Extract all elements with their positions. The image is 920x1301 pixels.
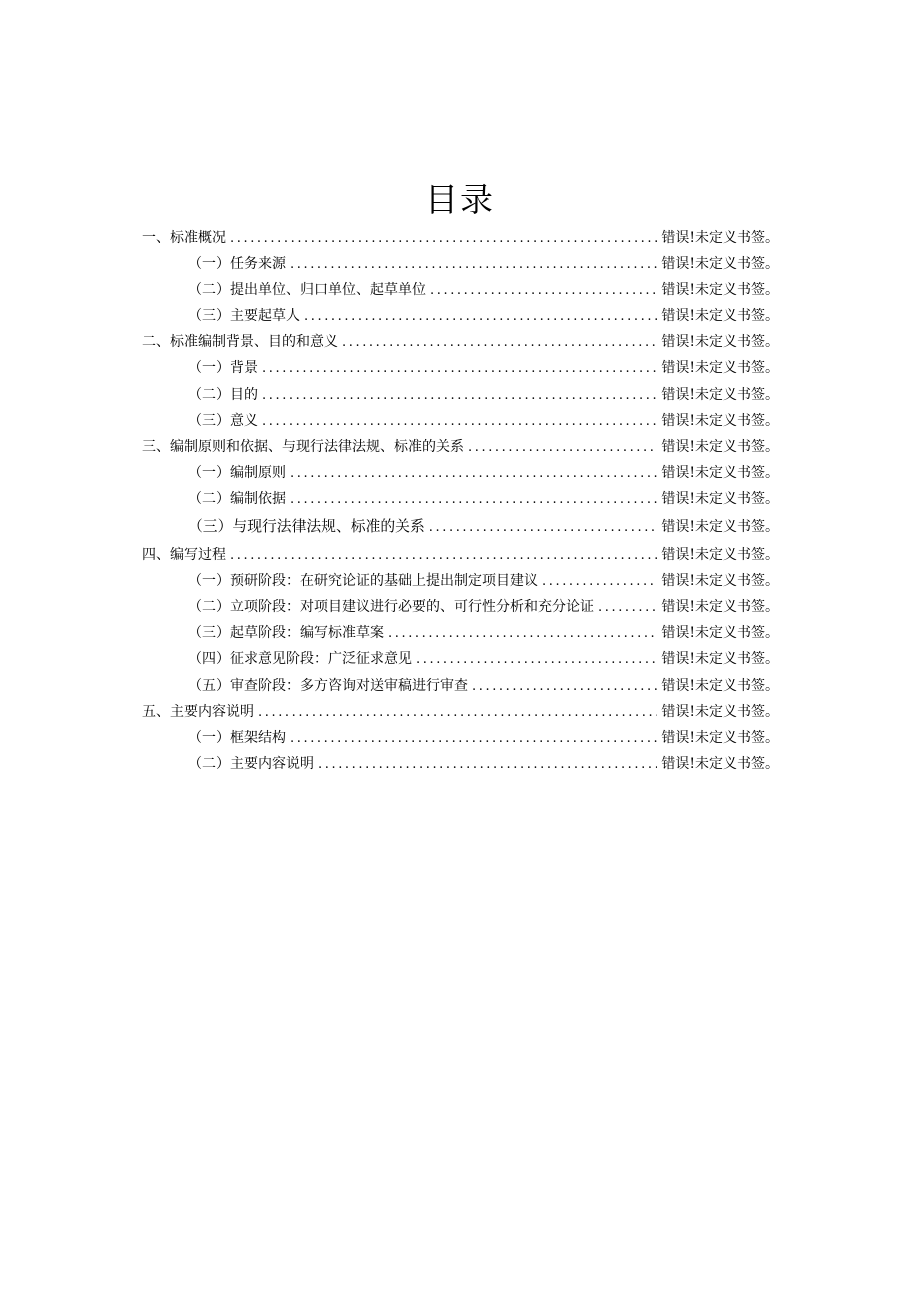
toc-entry-text: （二）目的 [188, 386, 258, 403]
toc-entry-text: 三、编制原则和依据、与现行法律法规、标准的关系 [142, 438, 464, 455]
toc-entry-text: （二）立项阶段：对项目建议进行必要的、可行性分析和充分论证 [188, 599, 594, 616]
toc-entry-page: 错误!未定义书签。 [661, 625, 779, 642]
toc-entry-page: 错误!未定义书签。 [661, 573, 779, 590]
toc-entry-page: 错误!未定义书签。 [661, 755, 779, 772]
toc-title: 目录 [425, 180, 495, 219]
toc-entry-5-2[interactable] [142, 751, 779, 777]
toc-entry-page: 错误!未定义书签。 [661, 438, 779, 455]
toc-dot-leader [290, 487, 657, 512]
toc-entry-page: 错误!未定义书签。 [661, 547, 779, 564]
toc-entry-1-1[interactable] [142, 251, 779, 277]
toc-entry-2-3[interactable] [142, 408, 779, 434]
toc-entry-page: 错误!未定义书签。 [661, 308, 779, 325]
toc-entry-4[interactable] [142, 542, 779, 568]
toc-dot-leader [290, 726, 657, 751]
toc-dot-leader [430, 278, 657, 303]
toc-dot-leader [542, 569, 657, 594]
toc-dot-leader [468, 435, 657, 460]
toc-dot-leader [230, 226, 657, 251]
toc-entry-page: 错误!未定义书签。 [661, 519, 779, 536]
toc-dot-leader [262, 356, 657, 381]
toc-entry-4-1[interactable] [142, 568, 779, 594]
toc-entry-page: 错误!未定义书签。 [661, 729, 779, 746]
toc-entry-page: 错误!未定义书签。 [661, 334, 779, 351]
toc-entry-4-5[interactable] [142, 673, 779, 699]
toc-entry-text: （二）提出单位、归口单位、起草单位 [188, 282, 426, 299]
toc-entry-2[interactable] [142, 329, 779, 355]
table-of-contents [142, 225, 779, 777]
toc-entry-1-3[interactable] [142, 303, 779, 329]
toc-entry-5-1[interactable] [142, 725, 779, 751]
toc-entry-text: 一、标准概况 [142, 230, 226, 246]
toc-entry-1[interactable] [142, 225, 779, 251]
toc-dot-leader [598, 595, 657, 620]
toc-entry-page: 错误!未定义书签。 [661, 677, 779, 694]
toc-entry-text: （一）背景 [188, 360, 258, 377]
toc-entry-text: （一）框架结构 [188, 729, 286, 746]
toc-entry-text: 五、主要内容说明 [142, 703, 254, 720]
toc-entry-3-2[interactable] [142, 486, 779, 512]
toc-entry-text: 四、编写过程 [142, 547, 226, 564]
toc-entry-page: 错误!未定义书签。 [661, 599, 779, 616]
toc-dot-leader [290, 461, 657, 486]
toc-entry-text: （一）任务来源 [188, 256, 286, 273]
toc-dot-leader [290, 252, 657, 277]
toc-entry-text: （二）编制依据 [188, 490, 286, 507]
toc-entry-text: （一）编制原则 [188, 464, 286, 481]
toc-entry-4-2[interactable] [142, 594, 779, 620]
toc-dot-leader [472, 674, 657, 699]
toc-entry-page: 错误!未定义书签。 [661, 360, 779, 377]
toc-dot-leader [388, 621, 657, 646]
toc-dot-leader [262, 383, 657, 408]
toc-entry-page: 错误!未定义书签。 [661, 282, 779, 299]
toc-entry-text: 二、标准编制背景、目的和意义 [142, 334, 338, 351]
toc-dot-leader [304, 304, 657, 329]
toc-entry-page: 错误!未定义书签。 [661, 412, 779, 429]
toc-entry-4-4[interactable] [142, 646, 779, 672]
toc-entry-text: （三）主要起草人 [188, 308, 300, 325]
toc-dot-leader [258, 700, 657, 725]
toc-entry-page: 错误!未定义书签。 [661, 386, 779, 403]
toc-entry-text: （三）与现行法律法规、标准的关系 [188, 518, 425, 536]
toc-entry-4-3[interactable] [142, 620, 779, 646]
toc-entry-text: （一）预研阶段：在研究论证的基础上提出制定项目建议 [188, 573, 538, 590]
toc-entry-2-2[interactable] [142, 382, 779, 408]
toc-entry-page: 错误!未定义书签。 [661, 703, 779, 720]
toc-entry-2-1[interactable] [142, 355, 779, 381]
toc-entry-3-3[interactable] [142, 512, 779, 542]
toc-entry-3-1[interactable] [142, 460, 779, 486]
toc-entry-page: 错误!未定义书签。 [661, 230, 779, 246]
toc-entry-text: （四）征求意见阶段：广泛征求意见 [188, 651, 412, 668]
toc-entry-1-2[interactable] [142, 277, 779, 303]
toc-entry-page: 错误!未定义书签。 [661, 651, 779, 668]
toc-dot-leader [429, 513, 658, 542]
toc-entry-page: 错误!未定义书签。 [661, 490, 779, 507]
toc-entry-text: （五）审查阶段：多方咨询对送审稿进行审查 [188, 677, 468, 694]
toc-dot-leader [416, 647, 657, 672]
toc-dot-leader [262, 409, 657, 434]
toc-entry-text: （三）意义 [188, 412, 258, 429]
toc-dot-leader [318, 752, 657, 777]
toc-entry-3[interactable] [142, 434, 779, 460]
toc-entry-text: （三）起草阶段：编写标准草案 [188, 625, 384, 642]
toc-entry-text: （二）主要内容说明 [188, 755, 314, 772]
toc-entry-5[interactable] [142, 699, 779, 725]
toc-entry-page: 错误!未定义书签。 [661, 256, 779, 273]
toc-dot-leader [342, 330, 657, 355]
toc-dot-leader [230, 543, 657, 568]
toc-entry-page: 错误!未定义书签。 [661, 464, 779, 481]
